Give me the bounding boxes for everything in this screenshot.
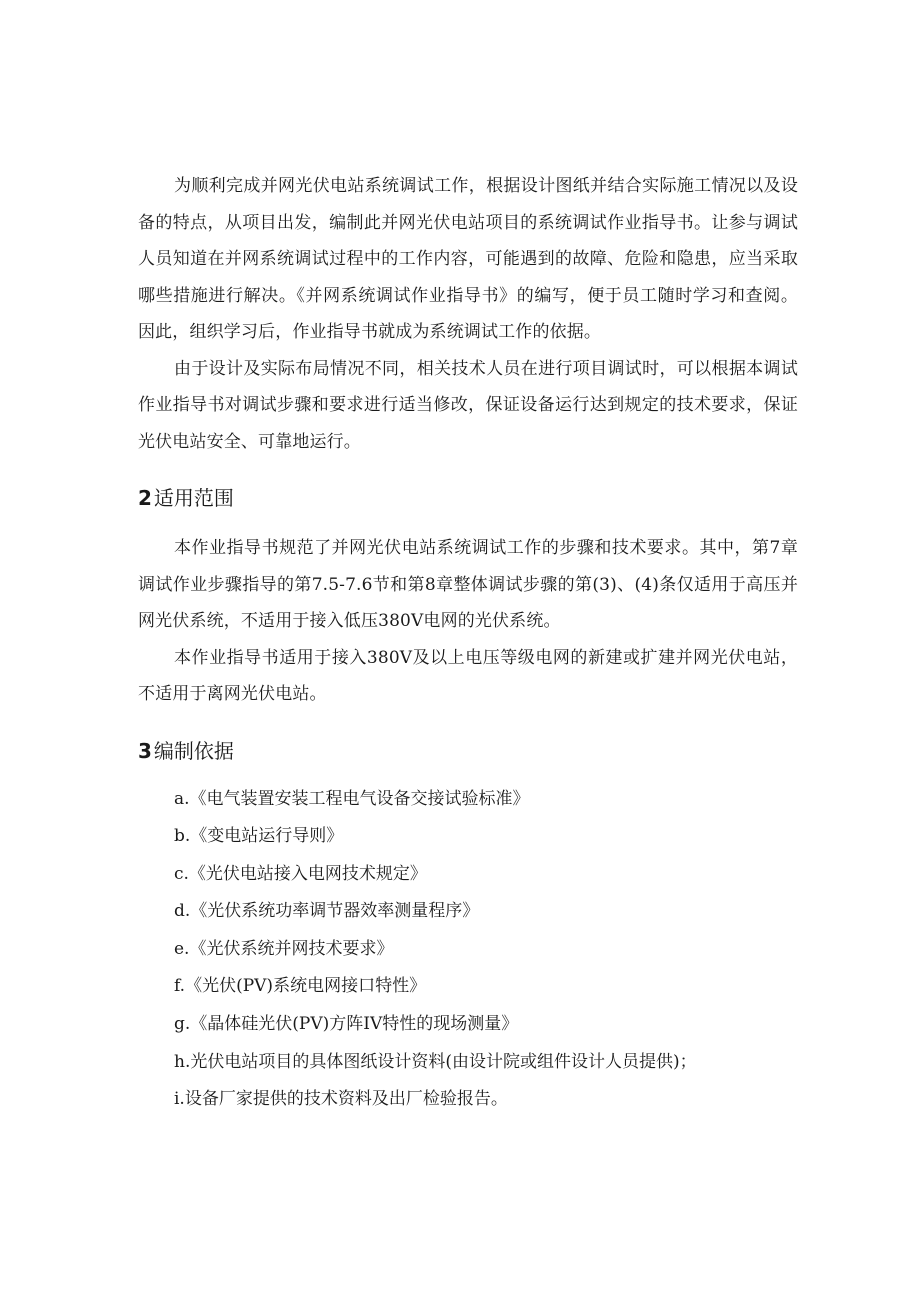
section-title: 适用范围 — [153, 486, 234, 510]
document-page — [138, 168, 798, 1119]
section-heading-basis — [138, 737, 798, 765]
list-item: a.《电气装置安装工程电气设备交接试验标准》 — [174, 788, 530, 809]
section-heading-scope — [138, 484, 798, 512]
scope-paragraph-2: 本作业指导书适用于接入380V及以上电压等级电网的新建或扩建并网光伏电站，不适用于离网光伏电站。 — [138, 647, 798, 704]
list-item: b.《变电站运行导则》 — [174, 826, 344, 847]
list-item: g.《晶体硅光伏(PV)方阵IV特性的现场测量》 — [174, 1014, 519, 1035]
scope-paragraph-1: 本作业指导书规范了并网光伏电站系统调试工作的步骤和技术要求。其中，第7章调试作业步骤指导的第7.5-7.6节和第8章整体调试步骤的第(3)、(4)条仅适用于高压并网光伏系统，不适用于接入低压380V电网的光伏系统。 — [138, 538, 798, 631]
section-number: 3 — [138, 738, 152, 763]
section-title: 编制依据 — [153, 738, 234, 763]
list-item: f.《光伏(PV)系统电网接口特性》 — [174, 976, 427, 997]
list-item: c.《光伏电站接入电网技术规定》 — [174, 863, 427, 884]
list-item: i.设备厂家提供的技术资料及出厂检验报告。 — [174, 1089, 508, 1110]
section-number: 2 — [138, 486, 152, 510]
list-item: e.《光伏系统并网技术要求》 — [174, 938, 394, 959]
reference-list — [138, 781, 798, 1119]
intro-paragraph-2: 由于设计及实际布局情况不同，相关技术人员在进行项目调试时，可以根据本调试作业指导书对调试步骤和要求进行适当修改，保证设备运行达到规定的技术要求，保证光伏电站安全、可靠地运行。 — [138, 358, 798, 452]
intro-paragraph-1: 为顺利完成并网光伏电站系统调试工作，根据设计图纸并结合实际施工情况以及设备的特点，从项目出发，编制此并网光伏电站项目的系统调试作业指导书。让参与调试人员知道在并网系统调试过程中的工作内容，可能遇到的故障、危险和隐患，应当采取哪些措施进行解决。《并网系统调试作业指导书》的编写，便于员工随时学习和查阅。因此，组织学习后，作业指导书就成为系统调试工作的依据。 — [138, 176, 798, 342]
list-item: h.光伏电站项目的具体图纸设计资料(由设计院或组件设计人员提供)； — [174, 1051, 697, 1072]
list-item: d.《光伏系统功率调节器效率测量程序》 — [174, 901, 480, 922]
